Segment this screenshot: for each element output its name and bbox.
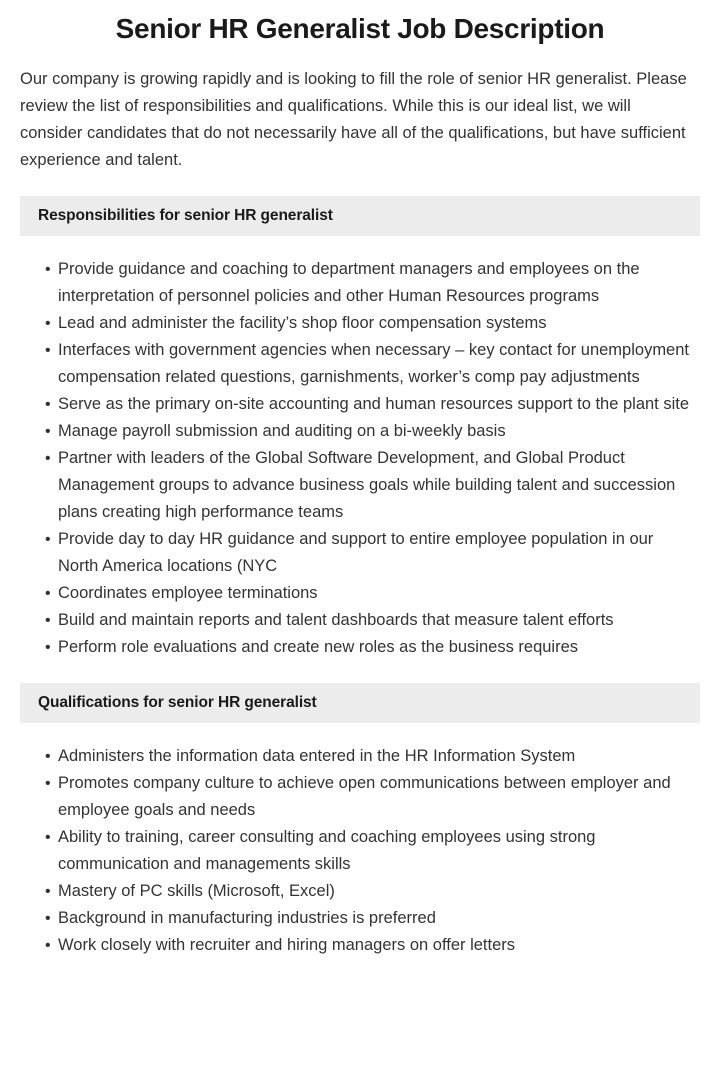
page-title: Senior HR Generalist Job Description (115, 13, 605, 44)
section-heading-label: Qualifications for senior HR generalist (38, 694, 317, 711)
list-item: • Lead and administer the facility’s shop floor compensation systems (58, 310, 690, 337)
section-header-responsibilities (20, 196, 700, 236)
list-item: • Perform role evaluations and create new roles as the business requires (58, 634, 690, 661)
list-item: • Ability to training, career consulting and coaching employees using strong communication and managements skills (58, 824, 690, 878)
list-item: • Mastery of PC skills (Microsoft, Excel) (58, 878, 690, 905)
list-item: • Interfaces with government agencies when necessary – key contact for unemployment compensation related questions, garnishments, worker’s comp pay adjustments (58, 337, 690, 391)
list-item: • Serve as the primary on-site accounting and human resources support to the plant site (58, 391, 690, 418)
list-item: • Provide guidance and coaching to department managers and employees on the interpretation of personnel policies and other Human Resources programs (58, 256, 690, 310)
list-item: • Administers the information data entered in the HR Information System (58, 743, 690, 770)
section-heading-label: Responsibilities for senior HR generalist (38, 207, 333, 224)
section-header-qualifications (20, 683, 700, 723)
list-item: • Provide day to day HR guidance and support to entire employee population in our North America locations (NYC (58, 526, 690, 580)
intro-paragraph: Our company is growing rapidly and is looking to fill the role of senior HR generalist. Please review the list of responsibilities and qualifications. While this is our ideal list, we will consider candidates that do not necessarily have all of the qualifications, but have sufficient experience and talent. (20, 70, 687, 169)
list-item: • Partner with leaders of the Global Software Development, and Global Product Management groups to advance business goals while building talent and succession plans creating high performance teams (58, 445, 690, 526)
list-item: • Promotes company culture to achieve open communications between employer and employee goals and needs (58, 770, 690, 824)
list-item: • Manage payroll submission and auditing on a bi-weekly basis (58, 418, 690, 445)
list-item: • Work closely with recruiter and hiring managers on offer letters (58, 932, 690, 959)
job-description-page (0, 10, 720, 1066)
qualifications-list (0, 743, 720, 959)
list-item: • Coordinates employee terminations (58, 580, 690, 607)
section-qualifications (0, 683, 720, 959)
section-responsibilities (0, 196, 720, 661)
list-item: • Background in manufacturing industries is preferred (58, 905, 690, 932)
list-item: • Build and maintain reports and talent dashboards that measure talent efforts (58, 607, 690, 634)
responsibilities-list (0, 256, 720, 661)
